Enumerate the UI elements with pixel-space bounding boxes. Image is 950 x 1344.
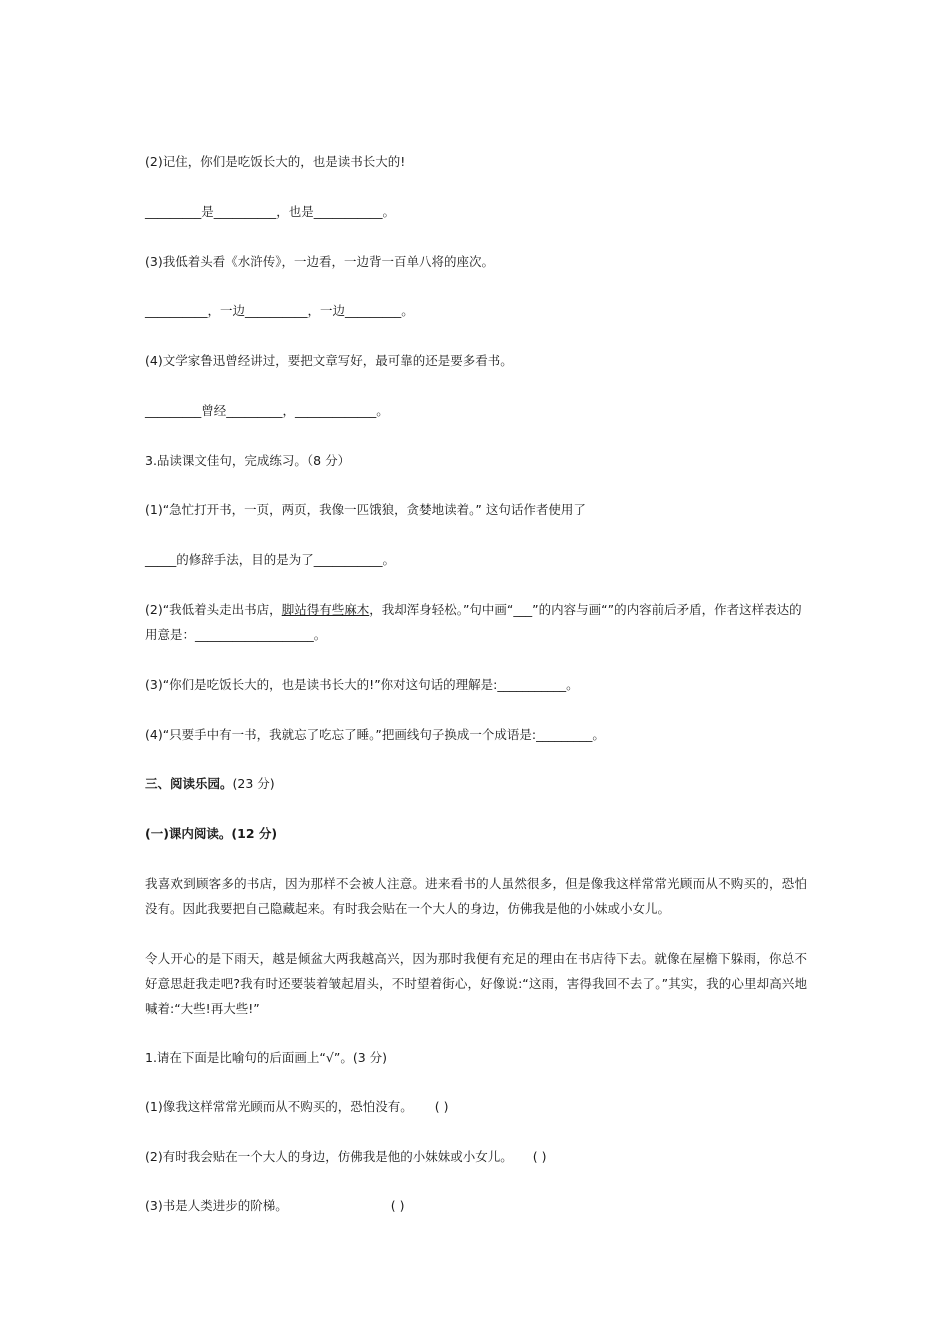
choice-3-mark[interactable]: ( ) — [390, 1198, 405, 1213]
line-q2-sentence: (2)记住，你们是吃饭长大的，也是读书长大的! — [145, 154, 406, 169]
q3-2-block — [145, 597, 807, 647]
q3-2-pre: (2)“我低着头走出书店， — [145, 602, 282, 617]
choice-1-text: (1)像我这样常常光顾而从不购买的，恐怕没有。 — [145, 1099, 413, 1114]
q3-1-sentence: (1)“急忙打开书，一页，两页，我像一匹饿狼，贪婪地读着。” 这句话作者使用了 — [145, 502, 586, 517]
q3-2-line2: 用意是：___________________。 — [145, 627, 327, 642]
q3-3-sentence: (3)“你们是吃饭长大的，也是读书长大的!”你对这句话的理解是:___________。 — [145, 677, 579, 692]
choice-3-text: (3)书是人类进步的阶梯。 — [145, 1198, 288, 1213]
choice-3 — [145, 1198, 810, 1214]
line-q4-blanks: _________曾经_________，_____________。 — [145, 403, 389, 418]
q3-2-line1 — [145, 597, 807, 622]
line-q3-sentence: (3)我低着头看《水浒传》，一边看，一边背一百单八将的座次。 — [145, 254, 494, 269]
line-q3-blanks: __________，一边__________，一边_________。 — [145, 303, 414, 318]
task-1-heading: 1.请在下面是比喻句的后面画上“√”。(3 分) — [145, 1050, 388, 1065]
line-q2-blanks: _________是__________，也是___________。 — [145, 204, 396, 219]
q3-4-sentence: (4)“只要手中有一书，我就忘了吃忘了睡。”把画线句子换成一个成语是:_________。 — [145, 727, 605, 742]
choice-2-text: (2)有时我会贴在一个大人的身边，仿佛我是他的小妹妹或小女儿。 — [145, 1149, 513, 1164]
choice-1 — [145, 1099, 810, 1115]
passage-paragraph-2: 令人开心的是下雨天，越是倾盆大两我越高兴，因为那时我便有充足的理由在书店待下去。就像在屋檐下躲雨，你总不好意思赶我走吧?我有时还要装着皱起眉头，不时望着街心，好像说:“这雨，害得我回不去了。”其实，我的心里却高兴地喊着:“大些!再大些!” — [145, 951, 807, 1016]
choice-2-mark[interactable]: ( ) — [532, 1149, 547, 1164]
section-3-score: (23 分) — [232, 776, 275, 791]
q3-2-underlined: 脚站得有些麻木 — [281, 602, 370, 617]
choice-1-mark[interactable]: ( ) — [434, 1099, 449, 1114]
subsection-1-heading: (一)课内阅读。(12 分) — [145, 826, 278, 841]
section-3-heading — [145, 776, 810, 792]
choice-2 — [145, 1149, 810, 1165]
section-3-title: 三、阅读乐园。 — [145, 776, 233, 791]
line-q4-sentence: (4)文学家鲁迅曾经讲过，要把文章写好，最可靠的还是要多看书。 — [145, 353, 513, 368]
passage-paragraph-1: 我喜欢到顾客多的书店，因为那样不会被人注意。进来看书的人虽然很多，但是像我这样常常光顾而从不购买的，恐怕没有。因此我要把自己隐藏起来。有时我会贴在一个大人的身边，仿佛我是他的小妹或小女儿。 — [145, 876, 807, 916]
question-3-heading: 3.品读课文佳句，完成练习。（8 分） — [145, 453, 351, 468]
q3-2-post: ，我却浑身轻松。”句中画“___”的内容与画“”的内容前后矛盾，作者这样表达的 — [369, 602, 802, 617]
q3-1-blanks: _____的修辞手法，目的是为了___________。 — [145, 552, 396, 567]
